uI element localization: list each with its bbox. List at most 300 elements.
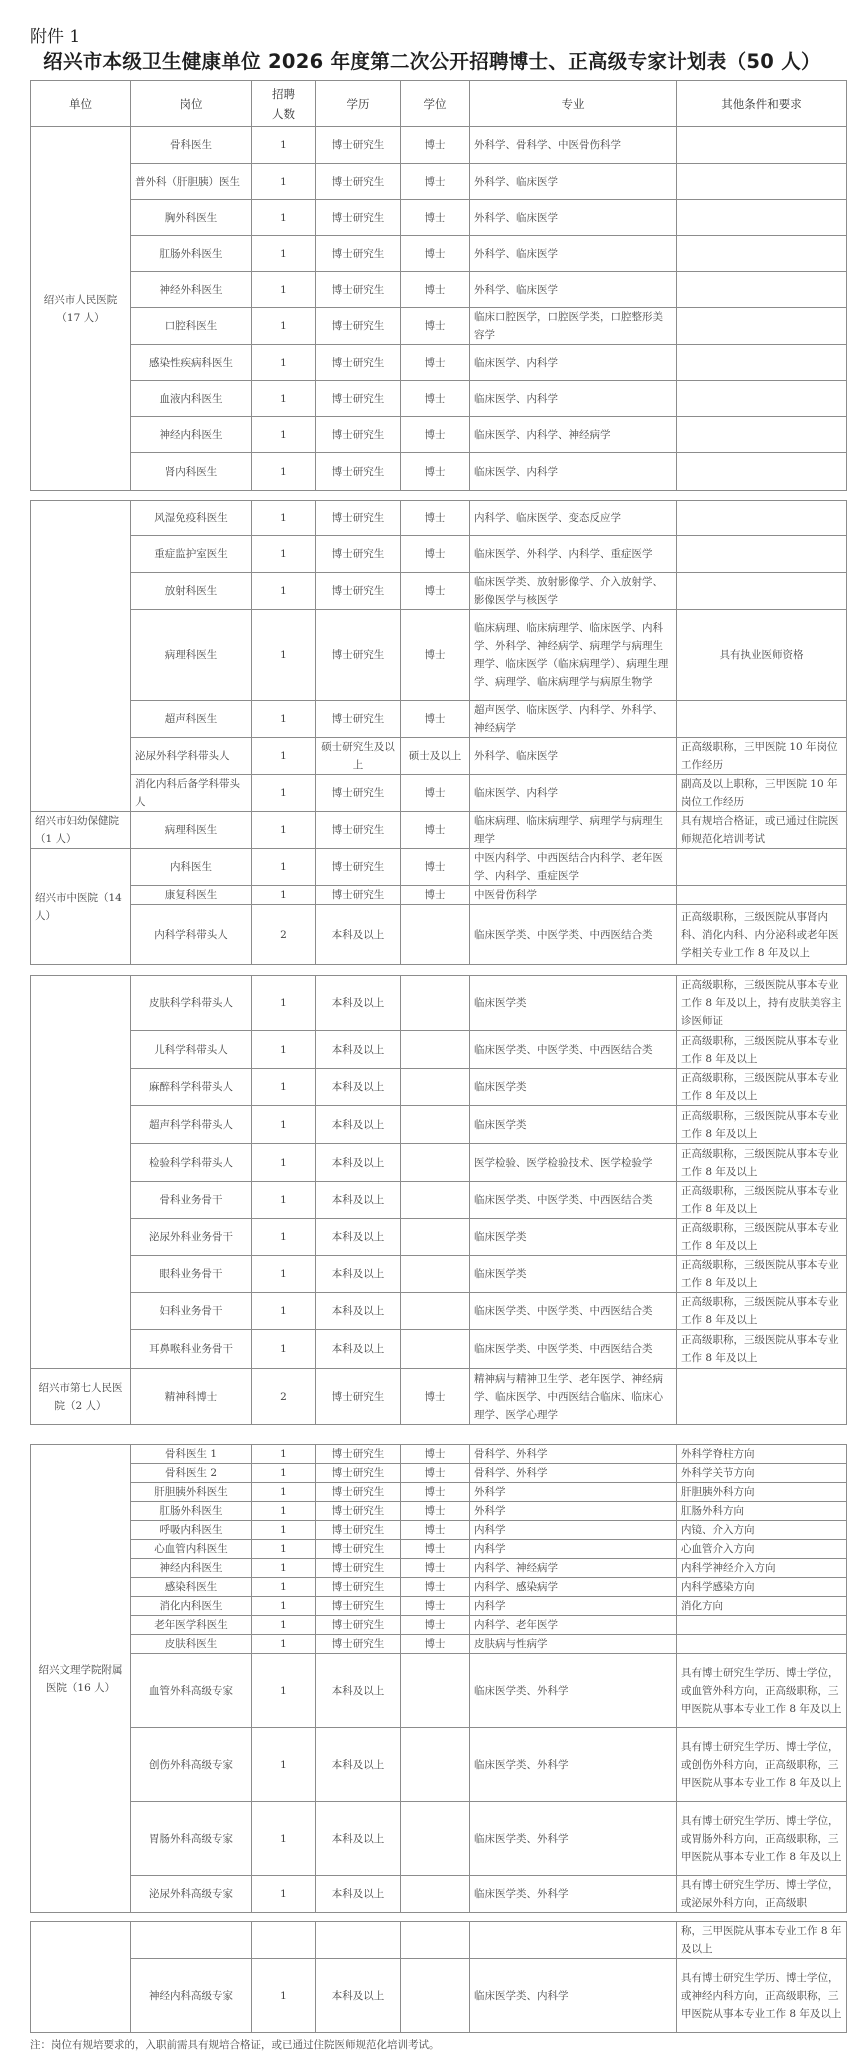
major-cell: 临床医学、内科学 bbox=[470, 775, 677, 812]
table-row bbox=[31, 200, 847, 236]
table-row bbox=[31, 345, 847, 381]
post-cell: 皮肤科医生 bbox=[131, 1635, 252, 1654]
post-cell: 感染性疾病科医生 bbox=[131, 345, 252, 381]
other-requirements-cell: 正高级职称，三级医院从事本专业工作 8 年及以上 bbox=[677, 1293, 847, 1330]
post-cell: 老年医学科医生 bbox=[131, 1616, 252, 1635]
count-cell: 1 bbox=[252, 453, 316, 491]
post-cell: 内科学科带头人 bbox=[131, 905, 252, 965]
table-row bbox=[31, 1069, 847, 1106]
recruitment-table-block-3 bbox=[30, 975, 847, 1425]
education-cell: 博士研究生 bbox=[316, 536, 401, 573]
table-row bbox=[31, 1578, 847, 1597]
table-row bbox=[31, 1728, 847, 1802]
post-cell: 放射科医生 bbox=[131, 573, 252, 610]
other-requirements-cell: 内科学神经介入方向 bbox=[677, 1559, 847, 1578]
degree-cell: 博士 bbox=[401, 1540, 470, 1559]
major-cell: 内科学 bbox=[470, 1597, 677, 1616]
post-cell: 检验科学科带头人 bbox=[131, 1144, 252, 1182]
degree-cell: 博士 bbox=[401, 236, 470, 272]
post-cell: 感染科医生 bbox=[131, 1578, 252, 1597]
other-requirements-cell: 肝胆胰外科方向 bbox=[677, 1483, 847, 1502]
count-cell: 1 bbox=[252, 1330, 316, 1369]
unit-cell bbox=[31, 501, 131, 812]
other-requirements-cell: 内镜、介入方向 bbox=[677, 1521, 847, 1540]
degree-cell: 博士 bbox=[401, 1464, 470, 1483]
table-row bbox=[31, 1182, 847, 1219]
major-cell: 临床医学类、中医学类、中西医结合类 bbox=[470, 1330, 677, 1369]
education-cell: 本科及以上 bbox=[316, 905, 401, 965]
header-degree: 学位 bbox=[401, 81, 470, 127]
table-row bbox=[31, 1445, 847, 1464]
major-cell bbox=[470, 1922, 677, 1959]
major-cell: 临床医学、内科学、神经病学 bbox=[470, 417, 677, 453]
count-cell: 1 bbox=[252, 1616, 316, 1635]
post-cell: 超声科学科带头人 bbox=[131, 1106, 252, 1144]
education-cell: 博士研究生 bbox=[316, 501, 401, 536]
table-row bbox=[31, 1521, 847, 1540]
table-row bbox=[31, 886, 847, 905]
post-cell: 神经内科高级专家 bbox=[131, 1959, 252, 2033]
education-cell: 博士研究生 bbox=[316, 1616, 401, 1635]
degree-cell bbox=[401, 1031, 470, 1069]
degree-cell bbox=[401, 1069, 470, 1106]
degree-cell: 博士 bbox=[401, 1616, 470, 1635]
count-cell: 1 bbox=[252, 1445, 316, 1464]
count-cell: 1 bbox=[252, 417, 316, 453]
education-cell: 本科及以上 bbox=[316, 1654, 401, 1728]
education-cell: 博士研究生 bbox=[316, 308, 401, 345]
other-requirements-cell bbox=[677, 236, 847, 272]
count-cell: 1 bbox=[252, 308, 316, 345]
count-cell: 1 bbox=[252, 1802, 316, 1876]
post-cell: 重症监护室医生 bbox=[131, 536, 252, 573]
major-cell: 内科学 bbox=[470, 1521, 677, 1540]
table-row bbox=[31, 1031, 847, 1069]
post-cell: 耳鼻喉科业务骨干 bbox=[131, 1330, 252, 1369]
attachment-label: 附件 1 bbox=[30, 27, 81, 47]
other-requirements-cell: 外科学脊柱方向 bbox=[677, 1445, 847, 1464]
count-cell: 1 bbox=[252, 1069, 316, 1106]
other-requirements-cell: 消化方向 bbox=[677, 1597, 847, 1616]
degree-cell: 博士 bbox=[401, 1521, 470, 1540]
major-cell: 内科学、感染病学 bbox=[470, 1578, 677, 1597]
other-requirements-cell bbox=[677, 127, 847, 164]
education-cell: 本科及以上 bbox=[316, 1031, 401, 1069]
education-cell: 本科及以上 bbox=[316, 1293, 401, 1330]
table-row bbox=[31, 1106, 847, 1144]
major-cell: 临床医学类、放射影像学、介入放射学、影像医学与核医学 bbox=[470, 573, 677, 610]
major-cell: 骨科学、外科学 bbox=[470, 1464, 677, 1483]
table-row bbox=[31, 1369, 847, 1425]
count-cell: 1 bbox=[252, 1728, 316, 1802]
post-cell: 病理科医生 bbox=[131, 610, 252, 701]
table-row bbox=[31, 1802, 847, 1876]
degree-cell bbox=[401, 1182, 470, 1219]
other-requirements-cell: 正高级职称，三级医院从事本专业工作 8 年及以上 bbox=[677, 1219, 847, 1256]
other-requirements-cell bbox=[677, 200, 847, 236]
table-row bbox=[31, 701, 847, 738]
count-cell: 1 bbox=[252, 1106, 316, 1144]
post-cell: 骨科医生 1 bbox=[131, 1445, 252, 1464]
degree-cell: 硕士及以上 bbox=[401, 738, 470, 775]
degree-cell bbox=[401, 1876, 470, 1913]
major-cell: 外科学、临床医学 bbox=[470, 272, 677, 308]
other-requirements-cell bbox=[677, 886, 847, 905]
count-cell: 1 bbox=[252, 1219, 316, 1256]
major-cell: 临床医学类 bbox=[470, 1069, 677, 1106]
document-title: 绍兴市本级卫生健康单位 2026 年度第二次公开招聘博士、正高级专家计划表（50 人） bbox=[43, 50, 821, 73]
post-cell: 皮肤科学科带头人 bbox=[131, 976, 252, 1031]
other-requirements-cell: 心血管介入方向 bbox=[677, 1540, 847, 1559]
unit-cell: 绍兴文理学院附属医院（16 人） bbox=[31, 1445, 131, 1913]
count-cell: 1 bbox=[252, 1293, 316, 1330]
table-row bbox=[31, 1597, 847, 1616]
post-cell: 妇科业务骨干 bbox=[131, 1293, 252, 1330]
education-cell: 博士研究生 bbox=[316, 345, 401, 381]
count-cell: 1 bbox=[252, 738, 316, 775]
major-cell: 临床医学类、中医学类、中西医结合类 bbox=[470, 1031, 677, 1069]
degree-cell: 博士 bbox=[401, 381, 470, 417]
table-row bbox=[31, 1876, 847, 1913]
other-requirements-cell: 外科学关节方向 bbox=[677, 1464, 847, 1483]
table-row bbox=[31, 536, 847, 573]
table-row bbox=[31, 775, 847, 812]
table-row bbox=[31, 1959, 847, 2033]
education-cell: 博士研究生 bbox=[316, 453, 401, 491]
table-row bbox=[31, 1559, 847, 1578]
degree-cell: 博士 bbox=[401, 610, 470, 701]
degree-cell: 博士 bbox=[401, 1502, 470, 1521]
degree-cell: 博士 bbox=[401, 849, 470, 886]
post-cell: 胸外科医生 bbox=[131, 200, 252, 236]
major-cell: 临床医学类、外科学 bbox=[470, 1654, 677, 1728]
education-cell: 博士研究生 bbox=[316, 1635, 401, 1654]
education-cell: 硕士研究生及以上 bbox=[316, 738, 401, 775]
table-row bbox=[31, 308, 847, 345]
footnote: 注：岗位有规培要求的，入职前需具有规培合格证，或已通过住院医师规范化培训考试。 bbox=[30, 2039, 440, 2051]
post-cell: 麻醉科学科带头人 bbox=[131, 1069, 252, 1106]
education-cell: 博士研究生 bbox=[316, 164, 401, 200]
education-cell: 本科及以上 bbox=[316, 1106, 401, 1144]
count-cell: 1 bbox=[252, 1521, 316, 1540]
other-requirements-cell bbox=[677, 1635, 847, 1654]
post-cell: 心血管内科医生 bbox=[131, 1540, 252, 1559]
other-requirements-cell bbox=[677, 701, 847, 738]
major-cell: 临床医学类、中医学类、中西医结合类 bbox=[470, 905, 677, 965]
education-cell: 本科及以上 bbox=[316, 1182, 401, 1219]
post-cell: 肛肠外科医生 bbox=[131, 1502, 252, 1521]
education-cell: 本科及以上 bbox=[316, 1219, 401, 1256]
table-row bbox=[31, 417, 847, 453]
education-cell: 博士研究生 bbox=[316, 1502, 401, 1521]
count-cell: 1 bbox=[252, 1256, 316, 1293]
count-cell: 1 bbox=[252, 775, 316, 812]
post-cell: 泌尿外科业务骨干 bbox=[131, 1219, 252, 1256]
table-row bbox=[31, 1654, 847, 1728]
degree-cell: 博士 bbox=[401, 501, 470, 536]
count-cell: 1 bbox=[252, 849, 316, 886]
other-requirements-cell: 正高级职称，三级医院从事本专业工作 8 年及以上 bbox=[677, 1256, 847, 1293]
major-cell: 临床病理、临床病理学、病理学与病理生理学 bbox=[470, 812, 677, 849]
unit-cell bbox=[31, 1922, 131, 2033]
degree-cell: 博士 bbox=[401, 701, 470, 738]
post-cell: 胃肠外科高级专家 bbox=[131, 1802, 252, 1876]
count-cell: 1 bbox=[252, 1635, 316, 1654]
degree-cell: 博士 bbox=[401, 536, 470, 573]
header-major: 专业 bbox=[470, 81, 677, 127]
other-requirements-cell: 具有博士研究生学历、博士学位，或神经内科方向，正高级职称，三甲医院从事本专业工作 8 年及以上 bbox=[677, 1959, 847, 2033]
table-row bbox=[31, 1483, 847, 1502]
major-cell: 中医内科学、中西医结合内科学、老年医学、内科学、重症医学 bbox=[470, 849, 677, 886]
table-row bbox=[31, 1922, 847, 1959]
other-requirements-cell bbox=[677, 345, 847, 381]
table-row bbox=[31, 573, 847, 610]
major-cell: 临床口腔医学，口腔医学类，口腔整形美容学 bbox=[470, 308, 677, 345]
table-row bbox=[31, 610, 847, 701]
header-post: 岗位 bbox=[131, 81, 252, 127]
education-cell: 博士研究生 bbox=[316, 127, 401, 164]
count-cell: 1 bbox=[252, 812, 316, 849]
major-cell: 临床医学、内科学 bbox=[470, 345, 677, 381]
degree-cell bbox=[401, 1256, 470, 1293]
count-cell: 1 bbox=[252, 501, 316, 536]
post-cell: 骨科医生 2 bbox=[131, 1464, 252, 1483]
education-cell: 博士研究生 bbox=[316, 1445, 401, 1464]
degree-cell bbox=[401, 1728, 470, 1802]
other-requirements-cell: 正高级职称，三级医院从事本专业工作 8 年及以上 bbox=[677, 1069, 847, 1106]
education-cell: 博士研究生 bbox=[316, 886, 401, 905]
header-education: 学历 bbox=[316, 81, 401, 127]
table-row bbox=[31, 1502, 847, 1521]
degree-cell bbox=[401, 1959, 470, 2033]
count-cell: 1 bbox=[252, 1182, 316, 1219]
other-requirements-cell bbox=[677, 1616, 847, 1635]
table-row bbox=[31, 1219, 847, 1256]
other-requirements-cell: 正高级职称，三级医院从事本专业工作 8 年及以上 bbox=[677, 1182, 847, 1219]
degree-cell: 博士 bbox=[401, 1445, 470, 1464]
degree-cell: 博士 bbox=[401, 127, 470, 164]
degree-cell: 博士 bbox=[401, 417, 470, 453]
table-row bbox=[31, 1616, 847, 1635]
degree-cell: 博士 bbox=[401, 812, 470, 849]
other-requirements-cell: 具有规培合格证，或已通过住院医师规范化培训考试 bbox=[677, 812, 847, 849]
other-requirements-cell bbox=[677, 501, 847, 536]
count-cell: 1 bbox=[252, 701, 316, 738]
header-count bbox=[252, 81, 316, 127]
other-requirements-cell: 正高级职称，三级医院从事本专业工作 8 年及以上 bbox=[677, 1144, 847, 1182]
post-cell: 消化内科医生 bbox=[131, 1597, 252, 1616]
other-requirements-cell: 副高及以上职称，三甲医院 10 年岗位工作经历 bbox=[677, 775, 847, 812]
major-cell: 内科学 bbox=[470, 1540, 677, 1559]
other-requirements-cell: 正高级职称，三级医院从事本专业工作 8 年及以上 bbox=[677, 1330, 847, 1369]
count-cell: 1 bbox=[252, 1031, 316, 1069]
degree-cell: 博士 bbox=[401, 272, 470, 308]
other-requirements-cell: 正高级职称，三级医院从事肾内科、消化内科、内分泌科或老年医学相关专业工作 8 年及以上 bbox=[677, 905, 847, 965]
count-cell: 1 bbox=[252, 976, 316, 1031]
count-cell: 1 bbox=[252, 236, 316, 272]
post-cell: 眼科业务骨干 bbox=[131, 1256, 252, 1293]
table-row bbox=[31, 849, 847, 886]
major-cell: 骨科学、外科学 bbox=[470, 1445, 677, 1464]
degree-cell: 博士 bbox=[401, 1369, 470, 1425]
education-cell bbox=[316, 1922, 401, 1959]
count-cell: 1 bbox=[252, 573, 316, 610]
major-cell: 外科学 bbox=[470, 1483, 677, 1502]
table-row bbox=[31, 738, 847, 775]
count-cell: 1 bbox=[252, 1959, 316, 2033]
count-cell: 1 bbox=[252, 1876, 316, 1913]
degree-cell: 博士 bbox=[401, 1635, 470, 1654]
post-cell: 超声科医生 bbox=[131, 701, 252, 738]
unit-cell: 绍兴市人民医院（17 人） bbox=[31, 127, 131, 491]
major-cell: 临床医学类、外科学 bbox=[470, 1802, 677, 1876]
education-cell: 本科及以上 bbox=[316, 1876, 401, 1913]
other-requirements-cell bbox=[677, 453, 847, 491]
count-cell: 1 bbox=[252, 1654, 316, 1728]
education-cell: 博士研究生 bbox=[316, 1521, 401, 1540]
count-cell: 1 bbox=[252, 1502, 316, 1521]
major-cell: 超声医学、临床医学、内科学、外科学、神经病学 bbox=[470, 701, 677, 738]
count-cell: 2 bbox=[252, 905, 316, 965]
degree-cell: 博士 bbox=[401, 345, 470, 381]
count-cell: 1 bbox=[252, 1597, 316, 1616]
major-cell: 临床医学、内科学 bbox=[470, 453, 677, 491]
degree-cell bbox=[401, 1144, 470, 1182]
table-row bbox=[31, 272, 847, 308]
education-cell: 博士研究生 bbox=[316, 610, 401, 701]
major-cell: 外科学、临床医学 bbox=[470, 738, 677, 775]
education-cell: 博士研究生 bbox=[316, 1597, 401, 1616]
header-unit: 单位 bbox=[31, 81, 131, 127]
post-cell: 内科医生 bbox=[131, 849, 252, 886]
recruitment-table-block-5 bbox=[30, 1921, 847, 2033]
post-cell: 骨科业务骨干 bbox=[131, 1182, 252, 1219]
major-cell: 医学检验、医学检验技术、医学检验学 bbox=[470, 1144, 677, 1182]
education-cell: 博士研究生 bbox=[316, 200, 401, 236]
table-row bbox=[31, 501, 847, 536]
header-count-line1: 招聘 bbox=[272, 86, 295, 101]
table-row bbox=[31, 905, 847, 965]
post-cell: 肛肠外科医生 bbox=[131, 236, 252, 272]
post-cell: 呼吸内科医生 bbox=[131, 1521, 252, 1540]
count-cell: 2 bbox=[252, 1369, 316, 1425]
other-requirements-cell: 肛肠外科方向 bbox=[677, 1502, 847, 1521]
major-cell: 临床病理、临床病理学、临床医学、内科学、外科学、神经病学、病理学与病理生理学、临床医学（临床病理学）、病理生理学、病理学、临床病理学与病原生物学 bbox=[470, 610, 677, 701]
degree-cell bbox=[401, 1219, 470, 1256]
post-cell: 神经外科医生 bbox=[131, 272, 252, 308]
post-cell: 神经内科医生 bbox=[131, 417, 252, 453]
other-requirements-cell bbox=[677, 849, 847, 886]
education-cell: 博士研究生 bbox=[316, 1483, 401, 1502]
other-requirements-cell: 正高级职称，三级医院从事本专业工作 8 年及以上 bbox=[677, 1106, 847, 1144]
major-cell: 中医骨伤科学 bbox=[470, 886, 677, 905]
major-cell: 外科学、临床医学 bbox=[470, 200, 677, 236]
unit-cell: 绍兴市第七人民医院（2 人） bbox=[31, 1369, 131, 1425]
header-count-line2: 人数 bbox=[272, 106, 295, 121]
degree-cell bbox=[401, 1922, 470, 1959]
degree-cell: 博士 bbox=[401, 1597, 470, 1616]
education-cell: 本科及以上 bbox=[316, 1959, 401, 2033]
education-cell: 本科及以上 bbox=[316, 1802, 401, 1876]
education-cell: 博士研究生 bbox=[316, 1559, 401, 1578]
recruitment-table-block-4 bbox=[30, 1444, 847, 1913]
count-cell: 1 bbox=[252, 164, 316, 200]
other-requirements-cell: 正高级职称，三级医院从事本专业工作 8 年及以上 bbox=[677, 1031, 847, 1069]
education-cell: 博士研究生 bbox=[316, 775, 401, 812]
education-cell: 博士研究生 bbox=[316, 1464, 401, 1483]
post-cell: 泌尿外科高级专家 bbox=[131, 1876, 252, 1913]
count-cell: 1 bbox=[252, 1559, 316, 1578]
major-cell: 临床医学、内科学 bbox=[470, 381, 677, 417]
header-other-requirements: 其他条件和要求 bbox=[677, 81, 847, 127]
table-row bbox=[31, 1144, 847, 1182]
education-cell: 博士研究生 bbox=[316, 381, 401, 417]
count-cell: 1 bbox=[252, 1540, 316, 1559]
unit-cell: 绍兴市中医院（14 人） bbox=[31, 849, 131, 965]
unit-cell: 绍兴市妇幼保健院（1 人） bbox=[31, 812, 131, 849]
table-row bbox=[31, 1293, 847, 1330]
post-cell: 肾内科医生 bbox=[131, 453, 252, 491]
major-cell: 皮肤病与性病学 bbox=[470, 1635, 677, 1654]
other-requirements-cell: 具有博士研究生学历、博士学位，或泌尿外科方向，正高级职 bbox=[677, 1876, 847, 1913]
degree-cell bbox=[401, 1293, 470, 1330]
table-row bbox=[31, 1256, 847, 1293]
education-cell: 本科及以上 bbox=[316, 1256, 401, 1293]
major-cell: 临床医学类 bbox=[470, 976, 677, 1031]
count-cell: 1 bbox=[252, 272, 316, 308]
post-cell: 病理科医生 bbox=[131, 812, 252, 849]
other-requirements-cell: 正高级职称，三级医院从事本专业工作 8 年及以上，持有皮肤美容主诊医师证 bbox=[677, 976, 847, 1031]
degree-cell: 博士 bbox=[401, 1483, 470, 1502]
degree-cell bbox=[401, 976, 470, 1031]
table-row bbox=[31, 127, 847, 164]
post-cell: 创伤外科高级专家 bbox=[131, 1728, 252, 1802]
other-requirements-cell: 内科学感染方向 bbox=[677, 1578, 847, 1597]
post-cell: 儿科学科带头人 bbox=[131, 1031, 252, 1069]
major-cell: 临床医学类、中医学类、中西医结合类 bbox=[470, 1293, 677, 1330]
count-cell: 1 bbox=[252, 127, 316, 164]
count-cell: 1 bbox=[252, 610, 316, 701]
major-cell: 外科学 bbox=[470, 1502, 677, 1521]
education-cell: 博士研究生 bbox=[316, 1578, 401, 1597]
degree-cell bbox=[401, 905, 470, 965]
table-row bbox=[31, 381, 847, 417]
other-requirements-cell bbox=[677, 272, 847, 308]
post-cell: 骨科医生 bbox=[131, 127, 252, 164]
major-cell: 临床医学类 bbox=[470, 1219, 677, 1256]
degree-cell: 博士 bbox=[401, 1578, 470, 1597]
education-cell: 本科及以上 bbox=[316, 1728, 401, 1802]
degree-cell: 博士 bbox=[401, 775, 470, 812]
education-cell: 本科及以上 bbox=[316, 1330, 401, 1369]
degree-cell: 博士 bbox=[401, 453, 470, 491]
degree-cell: 博士 bbox=[401, 1559, 470, 1578]
table-row bbox=[31, 976, 847, 1031]
post-cell bbox=[131, 1922, 252, 1959]
degree-cell: 博士 bbox=[401, 886, 470, 905]
other-requirements-cell: 正高级职称，三甲医院 10 年岗位工作经历 bbox=[677, 738, 847, 775]
education-cell: 本科及以上 bbox=[316, 976, 401, 1031]
major-cell: 临床医学类、内科学 bbox=[470, 1959, 677, 2033]
post-cell: 普外科（肝胆胰）医生 bbox=[131, 164, 252, 200]
other-requirements-cell bbox=[677, 1369, 847, 1425]
count-cell bbox=[252, 1922, 316, 1959]
table-row bbox=[31, 812, 847, 849]
other-requirements-cell bbox=[677, 417, 847, 453]
education-cell: 博士研究生 bbox=[316, 701, 401, 738]
recruitment-table-block-2 bbox=[30, 500, 847, 965]
major-cell: 临床医学、外科学、内科学、重症医学 bbox=[470, 536, 677, 573]
